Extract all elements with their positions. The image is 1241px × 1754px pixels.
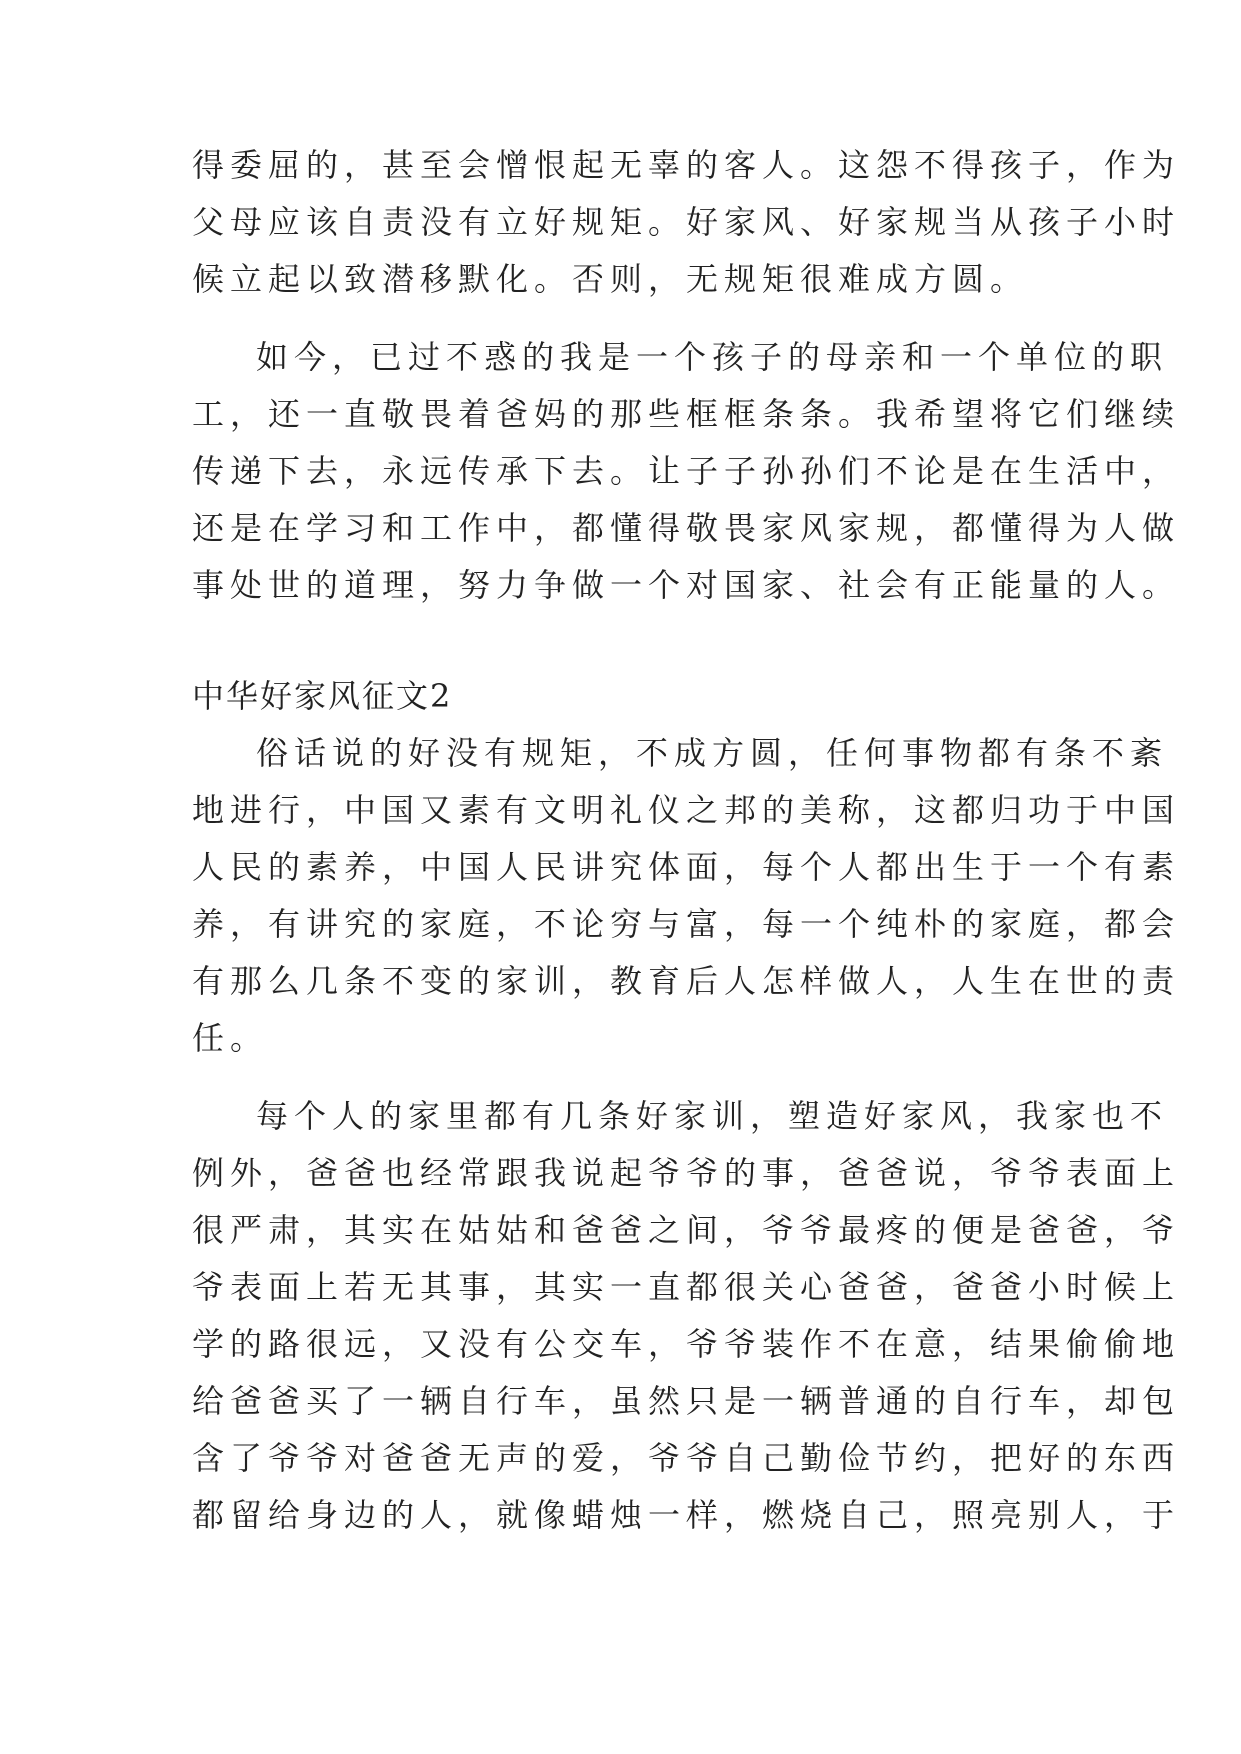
paragraph-2-line-1: 如今，已过不惑的我是一个孩子的母亲和一个单位的职 xyxy=(256,338,1169,376)
paragraph-2-line-4: 还是在学习和工作中，都懂得敬畏家风家规，都懂得为人做 xyxy=(192,509,1181,547)
paragraph-3-line-4: 养，有讲究的家庭，不论穷与富，每一个纯朴的家庭，都会 xyxy=(192,905,1181,943)
paragraph-2-line-2: 工，还一直敬畏着爸妈的那些框框条条。我希望将它们继续 xyxy=(192,395,1181,433)
paragraph-4-line-1: 每个人的家里都有几条好家训，塑造好家风，我家也不 xyxy=(256,1097,1169,1135)
paragraph-3-line-2: 地进行，中国又素有文明礼仪之邦的美称，这都归功于中国 xyxy=(192,791,1181,829)
paragraph-4-line-7: 含了爷爷对爸爸无声的爱，爷爷自己勤俭节约，把好的东西 xyxy=(192,1439,1181,1477)
paragraph-4-line-3: 很严肃，其实在姑姑和爸爸之间，爷爷最疼的便是爸爸，爷 xyxy=(192,1211,1181,1249)
paragraph-4-line-8: 都留给身边的人，就像蜡烛一样，燃烧自己，照亮别人，于 xyxy=(192,1496,1181,1534)
paragraph-1-line-3: 候立起以致潜移默化。否则，无规矩很难成方圆。 xyxy=(192,260,1029,298)
paragraph-3-line-1: 俗话说的好没有规矩，不成方圆，任何事物都有条不紊 xyxy=(256,734,1169,772)
paragraph-1-line-2: 父母应该自责没有立好规矩。好家风、好家规当从孩子小时 xyxy=(192,203,1181,241)
section-title: 中华好家风征文2 xyxy=(192,677,453,715)
paragraph-4-line-5: 学的路很远，又没有公交车，爷爷装作不在意，结果偷偷地 xyxy=(192,1325,1181,1363)
paragraph-2-line-5: 事处世的道理，努力争做一个对国家、社会有正能量的人。 xyxy=(192,566,1181,604)
paragraph-3-line-6: 任。 xyxy=(192,1019,269,1057)
paragraph-4-line-6: 给爸爸买了一辆自行车，虽然只是一辆普通的自行车，却包 xyxy=(192,1382,1181,1420)
paragraph-3-line-5: 有那么几条不变的家训，教育后人怎样做人，人生在世的责 xyxy=(192,962,1181,1000)
paragraph-4-line-2: 例外，爸爸也经常跟我说起爷爷的事，爸爸说，爷爷表面上 xyxy=(192,1154,1181,1192)
paragraph-2-line-3: 传递下去，永远传承下去。让子子孙孙们不论是在生活中， xyxy=(192,452,1181,490)
paragraph-1-line-1: 得委屈的，甚至会憎恨起无辜的客人。这怨不得孩子，作为 xyxy=(192,146,1181,184)
paragraph-3-line-3: 人民的素养，中国人民讲究体面，每个人都出生于一个有素 xyxy=(192,848,1181,886)
paragraph-4-line-4: 爷表面上若无其事，其实一直都很关心爸爸，爸爸小时候上 xyxy=(192,1268,1181,1306)
